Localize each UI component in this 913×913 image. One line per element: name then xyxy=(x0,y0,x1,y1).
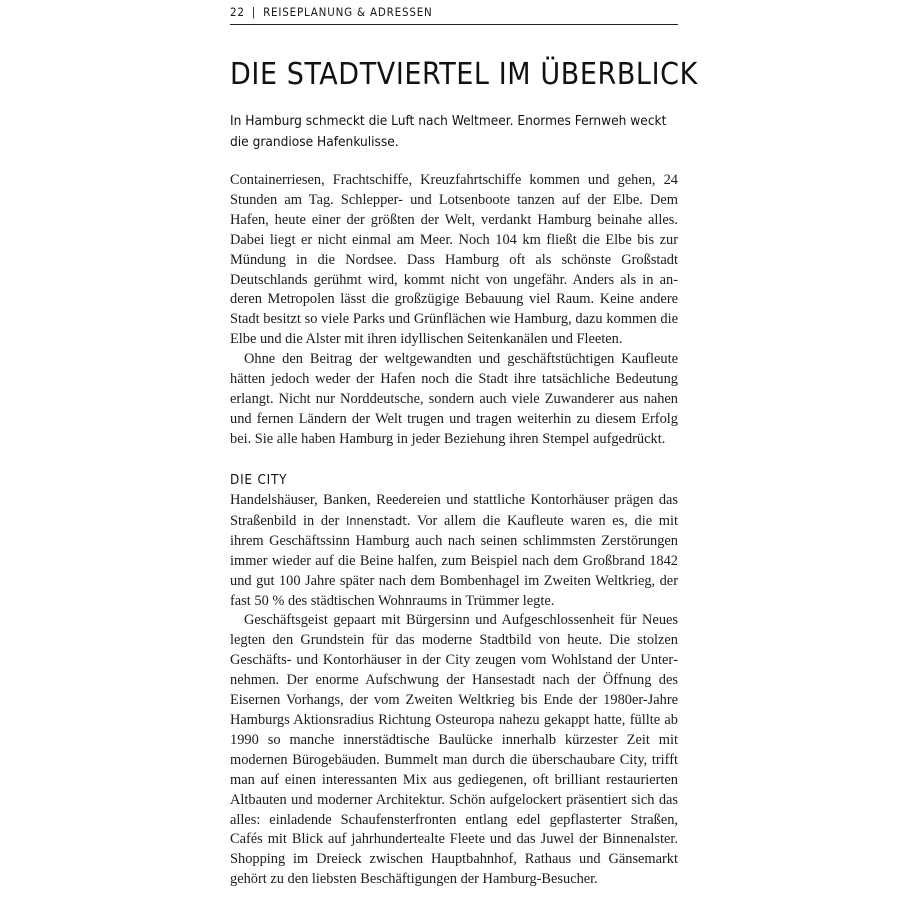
lead-paragraph: In Hamburg schmeckt die Luft nach Weltmeer. Enormes Fernweh weckt die grandiose Hafenkulisse. xyxy=(230,113,667,150)
intro-text xyxy=(230,171,678,450)
chapter-title: DIE STADTVIERTEL IM ÜBERBLICK xyxy=(230,57,698,92)
city-text xyxy=(230,491,678,890)
header-section-title: REISEPLANUNG & ADRESSEN xyxy=(263,5,433,19)
city-paragraph-1-start: Handelshäuser, Banken, Reedereien und stattliche Kontorhäuser prägen das Straßenbild in der xyxy=(230,492,678,529)
city-paragraph-2: Geschäftsgeist gepaart mit Bürgersinn und Aufgeschlossenheit für Neues legten den Grundstein für das moderne Stadtbild von heute. Die stolzen Geschäfts- und Kontorhäuser in der City zeugen vom Wohlstand der Unternehmen. Der enorme Aufschwung der Hansestadt nach der Öffnung des Eisernen Vorhangs, der vom Zweiten Weltkrieg bis Ende der 1980er-Jahre Hamburgs Aktionsradius Richtung Osteuropa nahezu gekappt hatte, füllte ab 1990 so manche innerstädtische Baulücke innerhalb kürzester Zeit mit modernen Bürogebäuden. Bummelt man durch die überschaubare City, trifft man auf einen interessanten Mix aus gediegenen, oft brilliant restaurierten Altbauten und moderner Architektur. Schön aufgelockert präsentiert sich das alles: einladende Schaufensterfronten entlang edel gepflasterter Straßen, Cafés mit Blick auf jahrhundertealte Fleete und das Juwel der Binnenalster. Shopping im Dreieck zwischen Hauptbahnhof, Rathaus und Gänsemarkt gehört zu den liebsten Beschäftigungen der Hamburg-Besucher. xyxy=(230,612,678,888)
intro-paragraph-2: Ohne den Beitrag der weltgewandten und geschäftstüchtigen Kaufleute hätten jedoch weder der Hafen noch die Stadt ihre tatsächliche Bedeutung erlangt. Nicht nur Norddeutsche, sondern auch viele Zuwanderer aus nahen und fernen Ländern der Welt trugen und tragen weiterhin zu diesem Erfolg bei. Sie alle haben Hamburg in jeder Beziehung ihren Stempel aufgedrückt. xyxy=(230,351,678,447)
innenstadt-term: Innenstadt xyxy=(346,512,407,528)
intro-paragraph-1: Containerriesen, Frachtschiffe, Kreuzfahrtschiffe kommen und gehen, 24 Stunden am Tag. Schlepper- und Lotsenboote tanzen auf der Elbe. Dem Hafen, heute einer der größten der Welt, verdankt Hamburg beinahe alles. Dabei liegt er nicht einmal am Meer. Noch 104 km fließt die Elbe bis zur Mündung in die Nordsee. Dass Hamburg oft als schönste Großstadt Deutschlands gerühmt wird, kommt nicht von ungefähr. Anders als in anderen Metropolen lässt die großzügige Bebauung viel Raum. Keine andere Stadt besitzt so viele Parks und Grünflächen wie Hamburg, dazu kommen die Elbe und die Alster mit ihren idyllischen Seitenkanälen und Fleeten. xyxy=(230,172,678,348)
city-paragraph-1-end: . Vor allem die Kaufleute waren es, die mit ihrem Geschäftssinn Hamburg auch nach seinen schlimmsten Zerstörungen immer wieder auf die Beine halfen, zum Beispiel nach dem Großbrand 1842 und gut 100 Jahre später nach dem Bombenhagel im Zweiten Weltkrieg, der fast 50 % des städtischen Wohnraums in Trümmer legte. xyxy=(230,512,678,609)
page-number: 22 xyxy=(230,5,245,19)
book-page xyxy=(230,0,698,913)
running-header xyxy=(230,5,678,25)
header-separator: | xyxy=(251,5,257,19)
city-paragraph-1 xyxy=(230,491,678,611)
section-heading-city: DIE CITY xyxy=(230,473,288,488)
